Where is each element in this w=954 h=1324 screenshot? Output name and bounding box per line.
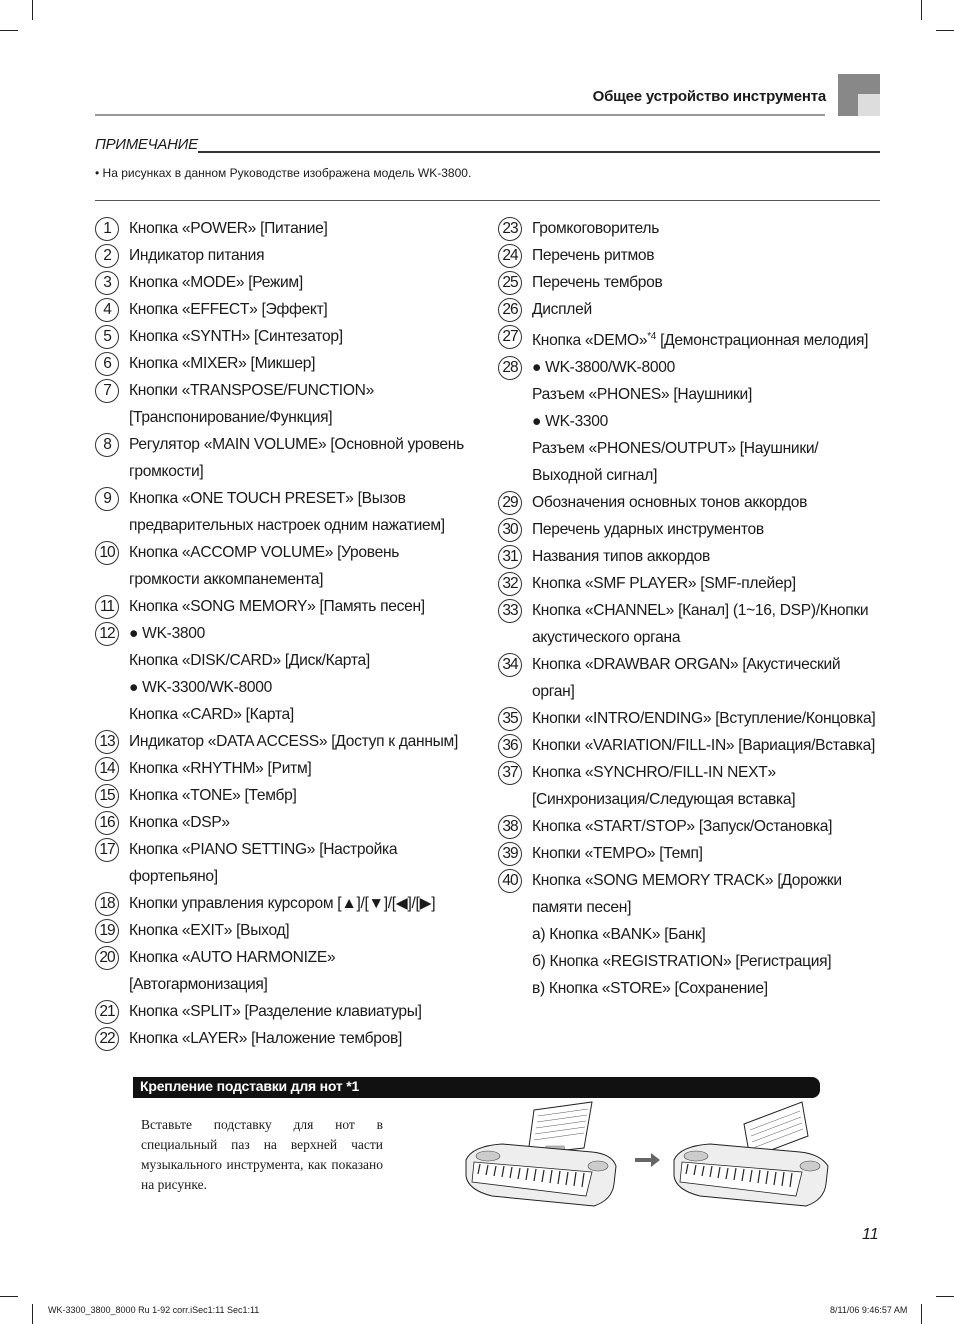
list-item xyxy=(95,296,490,323)
list-item xyxy=(498,867,888,1002)
list-item xyxy=(95,269,490,296)
item-text: Кнопка «MIXER» [Микшер] xyxy=(129,355,316,372)
item-text: громкости] xyxy=(129,463,204,480)
item-number-badge: 21 xyxy=(95,1000,119,1024)
item-text: Кнопка «SMF PLAYER» [SMF-плейер] xyxy=(532,575,796,593)
list-item xyxy=(95,944,490,998)
item-number-badge: 22 xyxy=(95,1027,119,1051)
crop-mark xyxy=(0,30,18,31)
item-text: Кнопка «ACCOMP VOLUME» [Уровень xyxy=(129,544,400,561)
item-text: в) Кнопка «STORE» [Сохранение] xyxy=(532,980,768,998)
item-number-badge: 14 xyxy=(95,757,119,781)
crop-mark xyxy=(921,1304,922,1324)
list-item xyxy=(95,890,490,917)
crop-mark xyxy=(936,1296,954,1297)
item-text: Кнопка «EFFECT» [Эффект] xyxy=(129,301,328,318)
item-number-badge: 16 xyxy=(95,811,119,835)
list-item xyxy=(498,516,888,543)
item-number-badge: 30 xyxy=(498,518,522,542)
item-number-badge: 23 xyxy=(498,217,522,241)
item-text: ● WK-3300/WK-8000 xyxy=(129,679,272,696)
item-number-badge: 11 xyxy=(95,595,119,619)
list-item xyxy=(498,242,888,269)
list-item xyxy=(498,759,888,813)
note-text: • На рисунках в данном Руководстве изображена модель WK-3800. xyxy=(95,166,472,180)
separator-rule xyxy=(95,200,880,201)
item-text: Кнопка «SYNTH» [Синтезатор] xyxy=(129,328,343,345)
item-number-badge: 20 xyxy=(95,946,119,970)
note-rule xyxy=(198,151,880,153)
item-number-badge: 27 xyxy=(498,325,522,349)
item-number-badge: 19 xyxy=(95,919,119,943)
item-text: Индикатор «DATA ACCESS» [Доступ к данным] xyxy=(129,733,458,750)
item-text: Громкоговоритель xyxy=(532,220,660,237)
item-number-badge: 4 xyxy=(95,298,119,322)
item-text: Кнопка «MODE» [Режим] xyxy=(129,274,303,291)
item-text: б) Кнопка «REGISTRATION» [Регистрация] xyxy=(532,953,832,971)
list-item xyxy=(95,215,490,242)
item-number-badge: 1 xyxy=(95,217,119,241)
list-item xyxy=(498,570,888,597)
item-text: Кнопки управления курсором [▲]/[▼]/[◀]/[▶] xyxy=(129,895,436,912)
header-rule xyxy=(95,114,825,116)
item-text: Кнопка «POWER» [Питание] xyxy=(129,220,328,237)
item-text: Кнопка «EXIT» [Выход] xyxy=(129,922,290,939)
item-number-badge: 5 xyxy=(95,325,119,349)
list-item xyxy=(95,809,490,836)
item-text: Регулятор «MAIN VOLUME» [Основной уровень xyxy=(129,436,464,453)
note-label: ПРИМЕЧАНИЕ xyxy=(95,136,198,153)
item-number-badge: 18 xyxy=(95,892,119,916)
item-number-badge: 35 xyxy=(498,707,522,731)
item-number-badge: 13 xyxy=(95,730,119,754)
item-text: Кнопка «SONG MEMORY TRACK» [Дорожки xyxy=(532,872,842,890)
item-text: Кнопка «ONE TOUCH PRESET» [Вызов xyxy=(129,490,406,507)
item-text: ● WK-3300 xyxy=(532,413,609,431)
item-number-badge: 32 xyxy=(498,572,522,596)
item-text: Кнопки «TEMPO» [Темп] xyxy=(532,845,703,863)
items-list-right xyxy=(498,215,888,1002)
item-text: Кнопка «DEMO»$^{*4}$ [Демонстрационная мелодия] xyxy=(532,331,869,350)
item-number-badge: 24 xyxy=(498,244,522,268)
item-text: Кнопка «LAYER» [Наложение тембров] xyxy=(129,1030,402,1047)
footer-file-info: WK-3300_3800_8000 Ru 1-92 corr.iSec1:11 Sec1:11 xyxy=(48,1305,260,1315)
item-number-badge: 7 xyxy=(95,379,119,403)
list-item xyxy=(95,242,490,269)
item-text: Кнопка «PIANO SETTING» [Настройка xyxy=(129,841,398,858)
item-text: Кнопка «START/STOP» [Запуск/Остановка] xyxy=(532,818,833,836)
crop-mark xyxy=(936,30,954,31)
list-item xyxy=(498,597,888,651)
page-number: 11 xyxy=(862,1226,879,1243)
item-number-badge: 36 xyxy=(498,734,522,758)
list-item xyxy=(498,813,888,840)
keyboard-before-illustration xyxy=(462,1100,622,1212)
crop-mark xyxy=(32,0,33,20)
item-text: орган] xyxy=(532,683,575,701)
item-text: громкости аккомпанемента] xyxy=(129,571,324,588)
list-item xyxy=(95,323,490,350)
section-title: Крепление подставки для нот *1 xyxy=(140,1078,360,1094)
item-text: Кнопка «CARD» [Карта] xyxy=(129,706,294,723)
arrow-right-icon xyxy=(635,1151,661,1169)
item-number-badge: 28 xyxy=(498,356,522,380)
item-number-badge: 34 xyxy=(498,653,522,677)
list-item xyxy=(95,350,490,377)
item-number-badge: 3 xyxy=(95,271,119,295)
item-text: [Транспонирование/Функция] xyxy=(129,409,333,426)
list-item xyxy=(498,489,888,516)
item-text: [Синхронизация/Следующая вставка] xyxy=(532,791,796,809)
item-text: Индикатор питания xyxy=(129,247,265,264)
list-item xyxy=(498,215,888,242)
list-item xyxy=(498,354,888,489)
item-text: Кнопки «VARIATION/FILL-IN» [Вариация/Вставка] xyxy=(532,737,876,755)
list-item xyxy=(498,705,888,732)
item-text: Кнопка «TONE» [Тембр] xyxy=(129,787,297,804)
list-item xyxy=(95,836,490,890)
item-number-badge: 10 xyxy=(95,541,119,565)
list-item xyxy=(95,377,490,431)
item-text: Перечень ритмов xyxy=(532,247,655,264)
crop-mark xyxy=(32,1304,33,1324)
item-number-badge: 25 xyxy=(498,271,522,295)
item-number-badge: 17 xyxy=(95,838,119,862)
list-item xyxy=(95,593,490,620)
item-number-badge: 12 xyxy=(95,622,119,646)
list-item xyxy=(95,620,490,728)
footer-timestamp: 8/11/06 9:46:57 AM xyxy=(830,1305,908,1315)
item-text: Кнопка «DISK/CARD» [Диск/Карта] xyxy=(129,652,370,669)
list-item xyxy=(95,539,490,593)
item-text: [Автогармонизация] xyxy=(129,976,268,993)
page-header-title: Общее устройство инструмента xyxy=(592,88,826,105)
list-item xyxy=(498,269,888,296)
list-item xyxy=(498,323,888,354)
item-text: Перечень ударных инструментов xyxy=(532,521,764,539)
item-text: акустического органа xyxy=(532,629,681,647)
item-number-badge: 29 xyxy=(498,491,522,515)
item-number-badge: 2 xyxy=(95,244,119,268)
item-text: ● WK-3800/WK-8000 xyxy=(532,359,675,377)
item-text: Кнопка «SPLIT» [Разделение клавиатуры] xyxy=(129,1003,422,1020)
list-item xyxy=(498,543,888,570)
item-number-badge: 9 xyxy=(95,487,119,511)
item-number-badge: 8 xyxy=(95,433,119,457)
item-text: Разъем «PHONES/OUTPUT» [Наушники/ xyxy=(532,440,819,458)
item-number-badge: 38 xyxy=(498,815,522,839)
item-text: Кнопки «TRANSPOSE/FUNCTION» xyxy=(129,382,374,399)
item-text: памяти песен] xyxy=(532,899,632,917)
item-text: предварительных настроек одним нажатием] xyxy=(129,517,445,534)
item-text: Выходной сигнал] xyxy=(532,467,658,485)
list-item xyxy=(498,296,888,323)
crop-mark xyxy=(921,0,922,20)
section-text: Вставьте подставку для нот в специальный паз на верхней части музыкального инструмента, как показано на рисунке. xyxy=(141,1117,383,1192)
item-text: Кнопка «RHYTHM» [Ритм] xyxy=(129,760,312,777)
item-text: Обозначения основных тонов аккордов xyxy=(532,494,808,512)
header-tab-block-inner xyxy=(858,94,880,116)
items-list-left xyxy=(95,215,490,1052)
list-item xyxy=(95,998,490,1025)
list-item xyxy=(95,485,490,539)
item-text: Кнопка «SYNCHRO/FILL-IN NEXT» xyxy=(532,764,776,782)
item-text: Кнопка «DRAWBAR ORGAN» [Акустический xyxy=(532,656,841,674)
list-item xyxy=(498,732,888,759)
item-number-badge: 37 xyxy=(498,761,522,785)
list-item xyxy=(95,728,490,755)
item-text: Кнопка «SONG MEMORY» [Память песен] xyxy=(129,598,425,615)
item-text: Кнопка «CHANNEL» [Канал] (1~16, DSP)/Кнопки xyxy=(532,602,869,620)
item-text: Разъем «PHONES» [Наушники] xyxy=(532,386,752,404)
item-text: Названия типов аккордов xyxy=(532,548,711,566)
item-number-badge: 6 xyxy=(95,352,119,376)
keyboard-after-illustration xyxy=(670,1100,836,1212)
list-item xyxy=(95,1025,490,1052)
item-text: Кнопка «DSP» xyxy=(129,814,230,831)
item-text: фортепьяно] xyxy=(129,868,218,885)
list-item xyxy=(95,917,490,944)
crop-mark xyxy=(0,1296,18,1297)
list-item xyxy=(95,431,490,485)
item-text: Дисплей xyxy=(532,301,592,318)
list-item xyxy=(95,782,490,809)
item-text: ● WK-3800 xyxy=(129,625,206,642)
item-number-badge: 40 xyxy=(498,869,522,893)
item-number-badge: 39 xyxy=(498,842,522,866)
item-number-badge: 15 xyxy=(95,784,119,808)
item-text: Кнопки «INTRO/ENDING» [Вступление/Концовка] xyxy=(532,710,876,728)
item-number-badge: 26 xyxy=(498,298,522,322)
item-text: Перечень тембров xyxy=(532,274,663,291)
list-item xyxy=(95,755,490,782)
item-number-badge: 33 xyxy=(498,599,522,623)
list-item xyxy=(498,651,888,705)
item-text: а) Кнопка «BANK» [Банк] xyxy=(532,926,706,944)
list-item xyxy=(498,840,888,867)
item-text: Кнопка «AUTO HARMONIZE» xyxy=(129,949,336,966)
item-number-badge: 31 xyxy=(498,545,522,569)
